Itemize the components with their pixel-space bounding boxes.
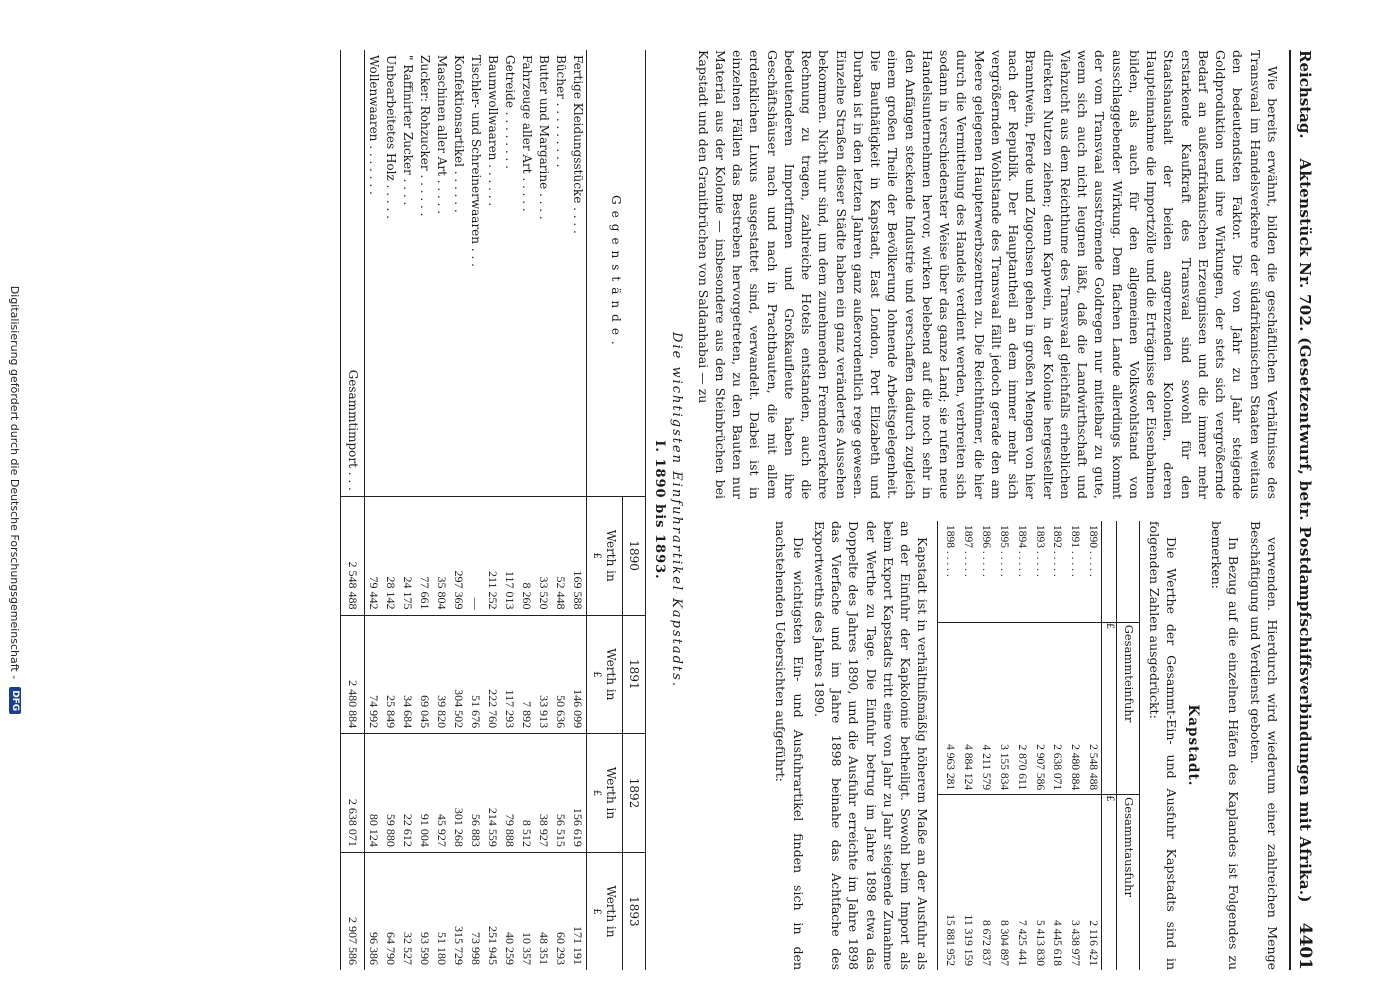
year-cell: 1897 . . . . . (962, 525, 975, 577)
value-label (587, 852, 623, 970)
unit-label: £ (1102, 795, 1117, 970)
table-row (417, 50, 434, 970)
value-label (587, 734, 623, 853)
table-header: Gesammtausfuhr (1117, 795, 1140, 970)
article-name-cell: Wollenwaaren . . . . . . . (367, 55, 381, 195)
value-cell: 25 849 (383, 615, 400, 734)
value-cell: 50 636 (553, 615, 570, 734)
year-cell: 1892 . . . . . (1051, 525, 1064, 577)
value-cell: 2 480 884 (1066, 622, 1084, 794)
value-cell: 10 357 (519, 852, 536, 970)
article-name-cell: Baumwollwaaren . . . . . . (486, 55, 500, 207)
value-cell: 8 512 (519, 734, 536, 853)
text-columns (691, 50, 1282, 970)
value-cell: 40 259 (502, 852, 519, 970)
value-cell: 156 619 (570, 734, 588, 853)
value-cell: 48 351 (536, 852, 553, 970)
unit-label: £ (591, 908, 603, 915)
value-cell: 7 892 (519, 615, 536, 734)
table-header: Gesammteinfuhr (1117, 622, 1140, 794)
year-cell: 1891 . . . . . (1069, 525, 1082, 577)
unit-label: £ (1102, 622, 1117, 794)
value-cell: 59 880 (383, 734, 400, 853)
column-left (691, 50, 1282, 499)
value-cell: 24 175 (400, 496, 417, 615)
total-value: 2 480 884 (341, 615, 365, 734)
value-cell: 51 676 (468, 615, 485, 734)
value-cell: 169 588 (570, 496, 588, 615)
value-cell: 33 913 (536, 615, 553, 734)
value-label (587, 496, 623, 615)
table-row (553, 50, 570, 970)
table-row (365, 50, 383, 970)
value-cell: 34 684 (400, 615, 417, 734)
value-cell: 315 729 (451, 852, 468, 970)
table-row (1083, 521, 1101, 970)
value-cell: 3 155 834 (994, 622, 1012, 794)
total-row (341, 50, 365, 970)
header-title: Aktenstück Nr. 702. (Gesetzentwurf, betr. Postdampfschiffsverbindungen mit Afrika.) (1296, 158, 1314, 903)
article-name-cell: Unbearbeitetes Holz . . . . . (384, 55, 398, 219)
value-cell: 2 116 421 (1087, 920, 1100, 966)
value-cell: 56 883 (468, 734, 485, 853)
value-cell: 4 211 579 (976, 622, 994, 794)
article-name-cell: Konfektionsartikel . . . . . . (452, 55, 466, 213)
unit-label: £ (591, 789, 603, 797)
value-cell: 32 527 (400, 852, 417, 970)
value-cell: 79 888 (502, 734, 519, 853)
table-row (976, 521, 994, 970)
value-cell: 28 142 (383, 496, 400, 615)
value-cell: 211 252 (485, 496, 502, 615)
table-row (994, 521, 1012, 970)
value-cell: 22 612 (400, 734, 417, 853)
value-cell: 8 304 897 (997, 920, 1010, 966)
value-label-text: Werth in (604, 885, 619, 938)
paragraph: Wie bereits erwähnt, bilden die geschäftlichen Verhältnisse des Transvaal im Handelsverkehre der südafrikanischen Staaten weitaus den bedeutendsten Faktor. Die von Jahr zu Jahr steigende Goldproduktion und ihre Wirkungen, der stets sich vergrößernde Bedarf an außerafrikanischen Erzeugnissen und die immer mehr erstarkende Kaufkraft des Transvaal sind sowohl für den Staatshaushalt der beiden angrenzenden Kolonien, deren Haupteinnahme die Importzölle und die Erträgnisse der Eisenbahnen bilden, als auch für den allgemeinen Volkswohlstand von ausschlaggebender Wirkung. Dem flachen Lande allerdings kommt der vom Transvaal ausströmende Goldregen nur mittelbar zu gute, wenn sich auch nicht leugnen läßt, daß die Landwirthschaft und Viehzucht aus dem Reichthume des Transvaal gleichfalls erheblichen direkten Nutzen ziehen; denn Kapwein, in der Kolonie hergestellter Branntwein, Pferde und Zugochsen gehen in großen Mengen von hier nach der Republik. Der Hauptantheil an dem immer mehr sich vergrößernden Wohlstande des Transvaal fällt jedoch gerade den am Meere gelegenen Haupterwerbszentren zu. Die Reichthümer, die hier durch die Vermittelung des Handels verdient werden, verbreiten sich sodann in verschiedenster Weise über das ganze Land; sie rufen neue Handelsunternehmen hervor, wirken belebend auf die noch sehr in den Anfängen steckende Industrie und verschaffen dadurch zugleich einem großen Theile der Bevölkerung lohnende Arbeitsgelegenheit. Die Bauthätigkeit in Kapstadt, East London, Port Elizabeth und Durban ist in den letzten Jahren ganz außerordentlich rege gewesen. Einzelne Straßen dieser Städte haben ein ganz verändertes Aussehen bekommen. Nicht nur sind, um dem zunehmenden Fremdenverkehre Rechnung zu tragen, zahlreiche Hotels entstanden, auch die bedeutenderen Importfirmen und Großkaufleute haben ihre Geschäftshäuser nach und nach in Prachtbauten, die mit allem erdenklichen Luxus ausgestattet sind, verwandelt. Dabei ist in einzelnen Fällen das Bestreben hervorgetreten, zu den Bauten nur Material aus der Kolonie — insbesondere aus den Steinbrüchen bei Kapstadt und den Granitbrüchen von Saldanhabai — zu (695, 50, 1280, 499)
year-header: 1890 (623, 496, 646, 615)
value-label-text: Werth in (604, 648, 619, 701)
value-cell: 2 548 488 (1083, 622, 1101, 794)
table-row (383, 50, 400, 970)
value-cell: 74 992 (365, 615, 383, 734)
section-heading: Kapstadt. (1185, 704, 1201, 787)
year-cell: 1894 . . . . . (1015, 525, 1028, 577)
value-cell: 73 998 (468, 852, 485, 970)
article-name-cell: Tischler- und Schreinerwaaren . . . (469, 55, 483, 267)
value-cell: 91 004 (417, 734, 434, 853)
table-row (468, 50, 485, 970)
value-label (587, 615, 623, 734)
value-cell: 45 927 (434, 734, 451, 853)
table-row (570, 50, 588, 970)
funding-notice-text: Digitalisierung gefördert durch die Deutsche Forschungsgemeinschaft - (8, 285, 22, 680)
value-cell: 2 907 586 (1030, 622, 1048, 794)
paragraph: Die Werthe der Gesammt-Ein- und Ausfuhr Kapstadts sind in folgenden Zahlen ausgedrückt: (1147, 521, 1180, 970)
value-cell: 80 124 (365, 734, 383, 853)
year-cell: 1895 . . . . . (997, 525, 1010, 577)
year-cell: 1896 . . . . . (980, 525, 993, 577)
article-name-cell: Maschinen aller Art . . . . . (435, 55, 449, 215)
value-cell: 38 927 (536, 734, 553, 853)
value-cell: 5 413 830 (1033, 920, 1046, 966)
table-row (519, 50, 536, 970)
table-header (1117, 521, 1140, 622)
value-cell: 3 438 977 (1069, 920, 1082, 966)
article-name-cell: Fahrzeuge aller Art . . . . . (520, 55, 534, 212)
paragraph: Kapstadt ist in verhältnißmäßig höherem Maße an der Ausfuhr als an der Einfuhr der Kapkolonie betheiligt. Sowohl beim Import als beim Export Kapstadts tritt eine von Jahr zu Jahr steigende Zunahme der Werthe zu Tage. Die Einfuhr betrug im Jahre 1898 etwa das Doppelte des Jahres 1890, und die Ausfuhr erreichte im Jahre 1898 das Vierfache und im Jahre 1898 beinahe das Achtfache des Exportwerths des Jahres 1890. (811, 521, 931, 970)
year-cell: 1898 . . . . . (938, 521, 958, 622)
table-row (1030, 521, 1048, 970)
value-cell: 60 293 (553, 852, 570, 970)
article-name-cell: Fertige Kleidungsstücke . . . . (571, 55, 585, 234)
value-cell: 4 884 124 (958, 622, 976, 794)
value-cell: 117 013 (502, 496, 519, 615)
value-cell: 79 442 (365, 496, 383, 615)
value-cell: 4 963 281 (938, 622, 958, 794)
value-cell: 77 661 (417, 496, 434, 615)
table-row (958, 521, 976, 970)
value-cell: 8 260 (519, 496, 536, 615)
value-cell: 117 293 (502, 615, 519, 734)
total-value: 2 548 488 (341, 496, 365, 615)
value-cell: 69 045 (417, 615, 434, 734)
header-left: Reichstag. (1296, 50, 1314, 139)
total-value: 2 638 071 (341, 734, 365, 853)
unit-label (1102, 521, 1117, 622)
value-cell: 146 099 (570, 615, 588, 734)
value-cell: 39 820 (434, 615, 451, 734)
table-row (485, 50, 502, 970)
page-number: 4401 (1295, 922, 1315, 970)
table-title: Die wichtigsten Einfuhrartikel Kapstadts. (669, 332, 685, 688)
value-cell: 35 804 (434, 496, 451, 615)
value-cell: 8 672 837 (980, 920, 993, 966)
value-cell: 214 559 (485, 734, 502, 853)
table-row (536, 50, 553, 970)
table-row (1048, 521, 1066, 970)
value-cell: 96 386 (365, 852, 383, 970)
table-row (434, 50, 451, 970)
value-cell: 2 870 611 (1012, 622, 1030, 794)
article-name-cell: Getreide . . . . . . . . (503, 55, 517, 169)
paragraph: verwenden. Hierdurch wird wiederum einer zahlreichen Menge Beschäftigung und Verdienst geboten. (1247, 521, 1280, 970)
unit-label: £ (591, 552, 603, 559)
page-header (1289, 50, 1315, 970)
article-name-cell: Zucker: Rohzucker . . . . . . (418, 55, 432, 217)
value-cell: 251 945 (485, 852, 502, 970)
value-cell: 15 881 952 (938, 795, 958, 970)
value-cell: 11 319 159 (962, 914, 975, 966)
year-cell: 1893 . . . . . (1033, 525, 1046, 577)
document-page (175, 50, 1315, 970)
value-label-text: Werth in (604, 529, 619, 582)
goods-header: Gegenstände. (587, 50, 646, 496)
value-cell: 171 191 (570, 852, 588, 970)
value-cell: 2 638 071 (1048, 622, 1066, 794)
article-name-cell: " Raffinirter Zucker . . . . (401, 55, 415, 206)
article-name-cell: Bücher . . . . . . . . . (554, 55, 568, 168)
table-row (1012, 521, 1030, 970)
article-name-cell: Butter und Margarine . . . . (537, 55, 551, 220)
paragraph: Die wichtigsten Ein- und Ausfuhrartikel finden sich in den nachstehenden Uebersichten aufgeführt: (773, 521, 806, 970)
value-cell: 93 590 (417, 852, 434, 970)
table-row (400, 50, 417, 970)
page-area (170, 40, 1320, 980)
value-cell: 297 369 (451, 496, 468, 615)
value-cell: 7 425 441 (1015, 920, 1028, 966)
value-cell: 51 180 (434, 852, 451, 970)
value-cell: 222 760 (485, 615, 502, 734)
total-label: Gesammtimport . . . (341, 50, 365, 496)
value-cell: — (468, 496, 485, 615)
table-row (938, 521, 958, 970)
column-right (691, 521, 1282, 970)
year-cell: 1890 . . . . . (1087, 525, 1100, 577)
trade-totals-table (937, 521, 1139, 970)
value-label-text: Werth in (604, 766, 619, 820)
table-row (1066, 521, 1084, 970)
year-header: 1893 (623, 852, 646, 970)
value-cell: 64 790 (383, 852, 400, 970)
table-row (502, 50, 519, 970)
year-header: 1891 (623, 615, 646, 734)
table-subtitle: I. 1890 bis 1893. (652, 440, 668, 580)
import-articles-table (341, 50, 647, 970)
value-cell: 52 448 (553, 496, 570, 615)
value-cell: 33 520 (536, 496, 553, 615)
value-cell: 304 502 (451, 615, 468, 734)
value-cell: 301 268 (451, 734, 468, 853)
funding-notice (0, 0, 30, 1000)
unit-label: £ (591, 671, 603, 678)
total-value: 2 907 586 (341, 852, 365, 970)
value-cell: 4 445 618 (1051, 920, 1064, 966)
dfg-logo-icon: DFG (9, 687, 21, 714)
value-cell: 56 515 (553, 734, 570, 853)
paragraph: In Bezug auf die einzelnen Häfen des Kaplandes ist Folgendes zu bemerken: (1209, 521, 1242, 970)
year-header: 1892 (623, 734, 646, 853)
table-row (451, 50, 468, 970)
